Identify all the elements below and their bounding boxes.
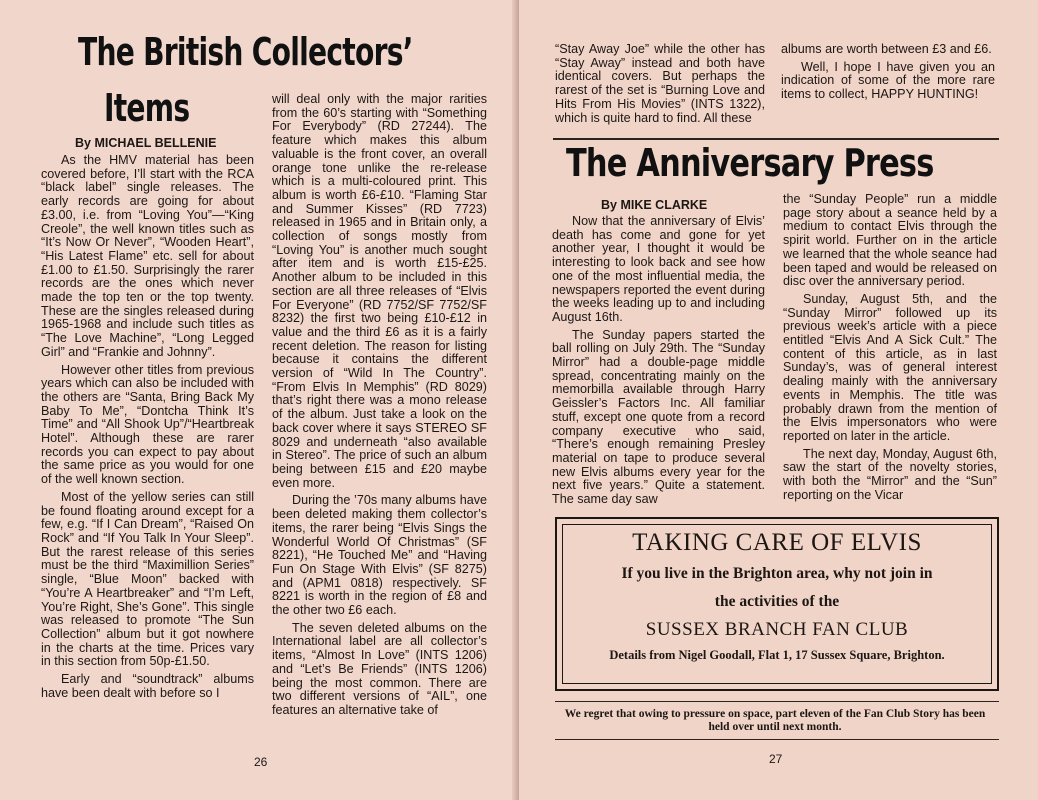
advert-heading: TAKING CARE OF ELVIS [632, 529, 922, 556]
advert-club-name: SUSSEX BRANCH FAN CLUB [645, 619, 909, 640]
article-title-line2: Items [104, 86, 190, 130]
advert-line: If you live in the Brighton area, why not join in [621, 565, 933, 582]
page-number: 27 [769, 752, 783, 766]
paragraph: albums are worth between £3 and £6. [781, 42, 992, 56]
article-title-anniversary: The Anniversary Press [566, 141, 934, 185]
paragraph: Early and “soundtrack” albums have been dealt with before so I [41, 672, 254, 700]
divider [555, 739, 999, 740]
paragraph: However other titles from previous years which can also be included with the others are “Santa, Bring Back My Baby To Me”, “Dontcha Think It’s Time” and “All Shook Up”/“Heartbreak Hotel”. Although these are rarer records you can expect to pay about the same price as you would for one of the well known section. [41, 362, 254, 487]
byline: By MICHAEL BELLENIE [75, 136, 217, 150]
page-number: 26 [254, 755, 268, 769]
advert-line: the activities of the [714, 593, 840, 610]
paragraph: Well, I hope I have given you an indication of some of the more rare items to collect, HAPPY HUNTING! [781, 59, 995, 102]
byline: By MIKE CLARKE [601, 198, 708, 212]
paragraph: During the ’70s many albums have been deleted making them collector’s items, the rarer being “Elvis Sings the Wonderful World Of Christmas” (SF 8221), “He Touched Me” and “Having Fun On Stage With Elvis” (SF 8275) and (APM1 0818) respectively. SF 8221 is worth in the region of £8 and the other two £6 each. [272, 493, 487, 618]
paragraph: Most of the yellow series can still be found floating around except for a few, e.g. “If I Can Dream”, “Raised On Rock” and “If You Talk In Your Sleep”. But the rarest release of this series must be the third “Maximillion Series” single, “Blue Moon” backed with “You’re A Heartbreaker” and “I’m Left, You’re Right, She’s Gone”. This single was released to promote “The Sun Collection” album but it got nowhere in the charts at the time. Prices vary in this section from 50p-£1.50. [41, 489, 254, 669]
continued-column-1 [555, 43, 765, 129]
paragraph: “Stay Away Joe” while the other has “Stay Away” instead and both have identical covers. But perhaps the rarest of the set is “Burning Love and Hits From His Movies” (INTS 1322), which is quite hard to find. All these [555, 42, 765, 125]
divider [555, 701, 999, 702]
continued-column-2 [781, 43, 995, 106]
paragraph: The Sunday papers started the ball rolling on July 29th. The “Sunday Mirror” had a double-page middle spread, concentrating mainly on the memorbilla available through Harry Geissler’s Factors Inc. All familiar stuff, except one quote from a record company executive who said, “There’s enough remaining Presley material on tape to produce several new Elvis albums every year for the next five years.” Quite a statement. The same day saw [552, 327, 765, 507]
article-title: The British Collectors’ [78, 30, 413, 74]
fan-club-advert [555, 517, 999, 691]
paragraph: The seven deleted albums on the International label are all collector’s items, “Almost In Love” (INTS 1206) and “Let’s Be Friends” (INTS 1206) being the most common. There are two different versions of “AIL”, one features an alternative take of [272, 620, 487, 717]
paragraph: Now that the anniversary of Elvis’ death has come and gone for yet another year, I thought it would be interesting to look back and see how one of the most influential media, the newspapers reported the event during the weeks leading up to and including August 16th. [552, 214, 765, 324]
article-column-1 [552, 215, 765, 511]
article-column-2 [783, 193, 997, 506]
article-column-2 [272, 93, 487, 722]
paragraph: will deal only with the major rarities from the 60’s starting with “Something For Everybody” (RD 27244). The feature which makes this album valuable is the front cover, an overall orange tone unlike the re-release which is a multi-coloured print. This album is worth £6-£10. “Flaming Star and Summer Kisses” (RD 7723) released in 1965 and in Britain only, a collection of songs mostly from “Loving You” is another much sought after item and is worth £15-£25. Another album to be included in this section are all three releases of “Elvis For Everyone” (RD 7752/SF 7752/SF 8232) the first two being £10-£12 in value and the third £6 as it is a fairly recent deletion. The reason for listing because it contains the different version of “Wild In The Country”. “From Elvis In Memphis” (RD 8029) that’s right there was a mono release of the album. Just take a look on the back cover where it says STEREO SF 8029 and underneath “also available in Stereo”. The price of such an album being between £15 and £20 maybe even more. [272, 92, 487, 490]
advert-details: Details from Nigel Goodall, Flat 1, 17 Sussex Square, Brighton. [609, 648, 945, 662]
paragraph: Sunday, August 5th, and the “Sunday Mirror” followed up its previous week’s article with a piece entitled “Elvis And A Sick Cult.” The content of this article, as in last Sunday’s, was of general interest dealing mainly with the anniversary events in Memphis. The title was probably drawn from the mention of the Elvis impersonators who were reported on later in the article. [783, 291, 997, 443]
paragraph: the “Sunday People” run a middle page story about a seance held by a medium to contact Elvis through the spirit world. Further on in the article we learned that the whole seance had been taped and would be released on disc over the anniversary period. [783, 192, 997, 289]
paragraph: As the HMV material has been covered before, I’ll start with the RCA “black label” single releases. The early records are going for about £3.00, i.e. from “Loving You”—“King Creole”, the well known titles such as “It’s Now Or Never”, “Wooden Heart”, “His Latest Flame” etc. sell for about £1.00 to £1.50. Surprisingly the rarer records are the ones which never made the top ten or the top twenty. These are the singles released during 1965-1968 and include such titles as “The Love Machine”, “Long Legged Girl” and “Frankie and Johnny”. [41, 153, 254, 359]
paragraph: The next day, Monday, August 6th, saw the start of the novelty stories, with both the “Mirror” and the “Sun” reporting on the Vicar [783, 446, 997, 502]
editor-note: We regret that owing to pressure on space, part eleven of the Fan Club Story has been held over until next month. [564, 708, 986, 733]
divider [553, 138, 999, 140]
article-column-1 [41, 154, 254, 704]
